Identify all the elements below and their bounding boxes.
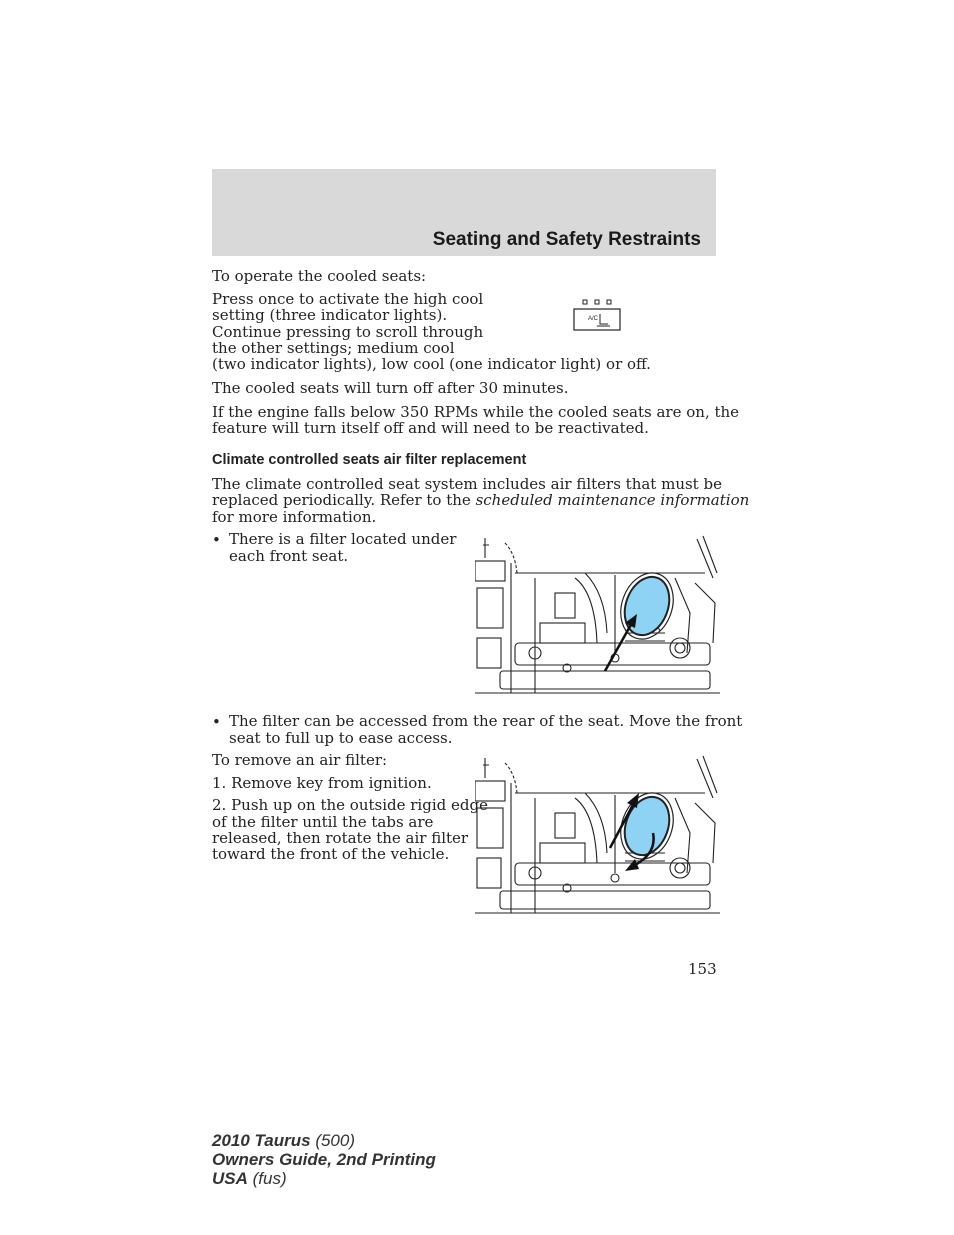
section-title: Seating and Safety Restraints: [432, 229, 701, 250]
filter-removal-illustration: [475, 753, 720, 920]
engine-line-1: If the engine falls below 350 RPMs while the cooled seats are on, the: [212, 403, 740, 421]
turn-off-text: The cooled seats will turn off after 30 minutes.: [212, 379, 569, 397]
intro-text: To operate the cooled seats:: [212, 267, 427, 285]
maintenance-reference: scheduled maintenance information: [475, 491, 750, 509]
press-line-5: (two indicator lights), low cool (one indicator light) or off.: [212, 355, 651, 373]
ac-label: A/C: [588, 316, 599, 322]
filter-line-3: for more information.: [212, 508, 377, 526]
section-header-band: [212, 169, 716, 256]
step-2-line-3: released, then rotate the air filter: [212, 829, 469, 847]
press-line-3: Continue pressing to scroll through: [212, 323, 484, 341]
page-number: 153: [688, 960, 717, 978]
press-line-2: setting (three indicator lights).: [212, 306, 448, 324]
step-1: 1. Remove key from ignition.: [212, 774, 432, 792]
remove-intro: To remove an air filter:: [212, 751, 388, 769]
filter-line-2: replaced periodically. Refer to the scheduled maintenance information: [212, 491, 750, 509]
bullet1-line-1: There is a filter located under: [229, 530, 457, 548]
footer-line-2: Owners Guide, 2nd Printing: [212, 1150, 436, 1169]
press-line-1: Press once to activate the high cool: [212, 290, 484, 308]
footer-line-1: 2010 Taurus (500): [212, 1131, 356, 1150]
step-2-line-1: 2. Push up on the outside rigid edge: [212, 796, 488, 814]
footer-line-3: USA (fus): [212, 1169, 287, 1188]
bullet-marker: •: [212, 531, 221, 549]
bullet-marker: •: [212, 713, 221, 731]
step-2-line-4: toward the front of the vehicle.: [212, 845, 450, 863]
filter-subheading: Climate controlled seats air filter replacement: [212, 452, 527, 468]
filter-line-1: The climate controlled seat system includes air filters that must be: [212, 475, 722, 493]
seat-cooling-button-icon: [570, 297, 624, 333]
bullet1-line-2: each front seat.: [229, 547, 349, 565]
filter-location-illustration: [475, 533, 720, 700]
engine-line-2: feature will turn itself off and will need to be reactivated.: [212, 419, 649, 437]
step-2-line-2: of the filter until the tabs are: [212, 813, 434, 831]
press-line-4: the other settings; medium cool: [212, 339, 455, 357]
bullet2-line-2: seat to full up to ease access.: [229, 729, 453, 747]
bullet2-line-1: The filter can be accessed from the rear of the seat. Move the front: [229, 712, 743, 730]
document-footer: [212, 1131, 436, 1188]
